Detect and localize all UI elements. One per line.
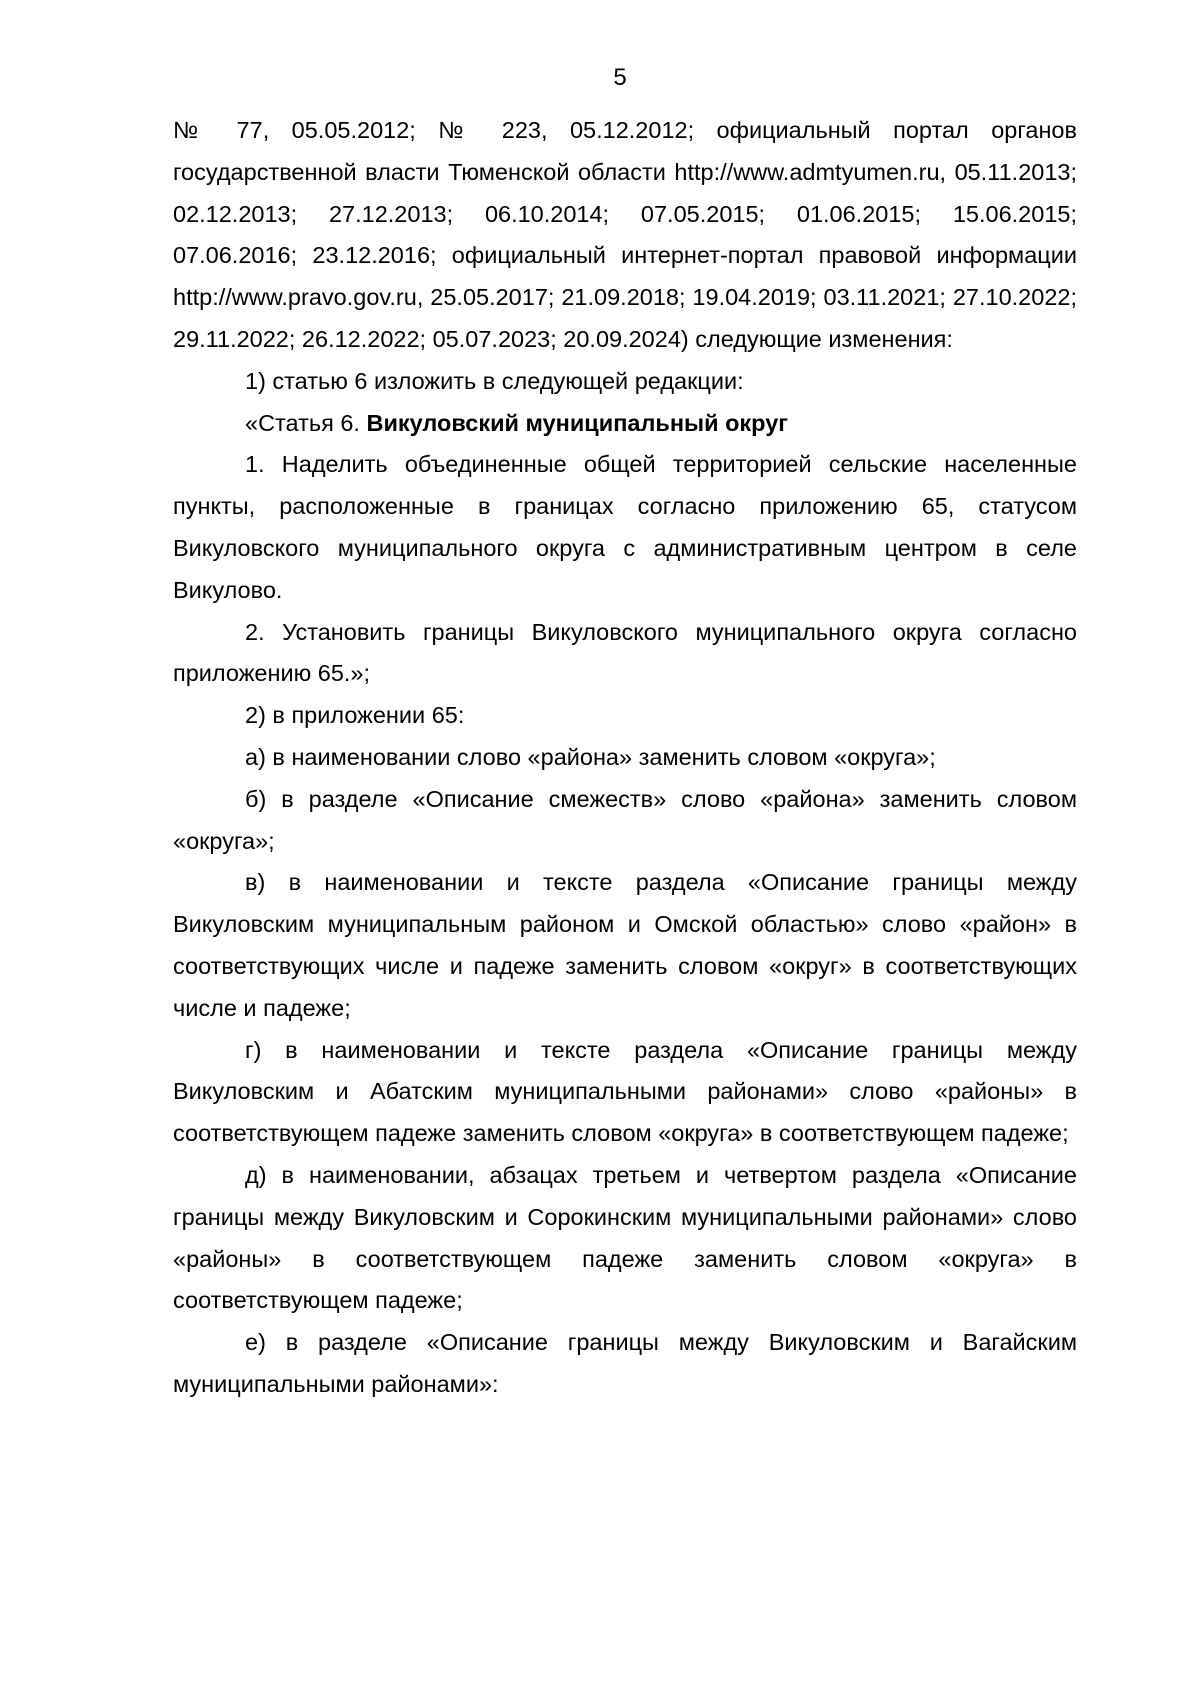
paragraph-intro: № 77, 05.05.2012; № 223, 05.12.2012; официальный портал органов государственной власти Тюменской области http://www.admtyumen.ru, 05.11.2013; 02.12.2013; 27.12.2013; 06.10.2014; 07.05.2015; 01.06.2015; 15.06.2015; 07.06.2016; 23.12.2016; официальный интернет-портал правовой информации http://www.pravo.gov.ru, 25.05.2017; 21.09.2018; 19.04.2019; 03.11.2021; 27.10.2022; 29.11.2022; 26.12.2022; 05.07.2023; 20.09.2024) следующие изменения:	[173, 117, 1077, 352]
list-item-2e: е) в разделе «Описание границы между Викуловским и Вагайским муниципальными районами»:	[173, 1329, 1077, 1397]
article-prefix: «Статья 6.	[245, 409, 367, 436]
list-item-2d: д) в наименовании, абзацах третьем и четвертом раздела «Описание границы между Викуловским и Сорокинским муниципальными районами» слово «районы» в соответствующем падеже заменить словом «округа» в соответствующем падеже;	[173, 1161, 1077, 1314]
list-item-2g: г) в наименовании и тексте раздела «Описание границы между Викуловским и Абатским муниципальными районами» слово «районы» в соответствующем падеже заменить словом «округа» в соответствующем падеже;	[173, 1036, 1077, 1147]
article-paragraph-1: 1. Наделить объединенные общей территорией сельские населенные пункты, расположенные в границах согласно приложению 65, статусом Викуловского муниципального округа с административным центром в селе Викулово.	[173, 451, 1077, 603]
list-item-2a: а) в наименовании слово «района» заменить словом «округа»;	[245, 743, 936, 770]
list-item-2b: б) в разделе «Описание смежеств» слово «района» заменить словом «округа»;	[173, 785, 1077, 854]
article-title: Викуловский муниципальный округ	[366, 409, 789, 436]
article-paragraph-2: 2. Установить границы Викуловского муниципального округа согласно приложению 65.»;	[173, 618, 1077, 687]
document-body	[173, 110, 1077, 1406]
article-heading	[173, 403, 1077, 445]
page-number: 5	[613, 64, 627, 91]
list-item-2v: в) в наименовании и тексте раздела «Описание границы между Викуловским муниципальным районом и Омской областью» слово «район» в соответствующих числе и падеже заменить словом «округ» в соответствующих числе и падеже;	[173, 869, 1077, 1021]
list-item-2: 2) в приложении 65:	[245, 702, 465, 729]
list-item-1: 1) статью 6 изложить в следующей редакции:	[245, 367, 744, 394]
